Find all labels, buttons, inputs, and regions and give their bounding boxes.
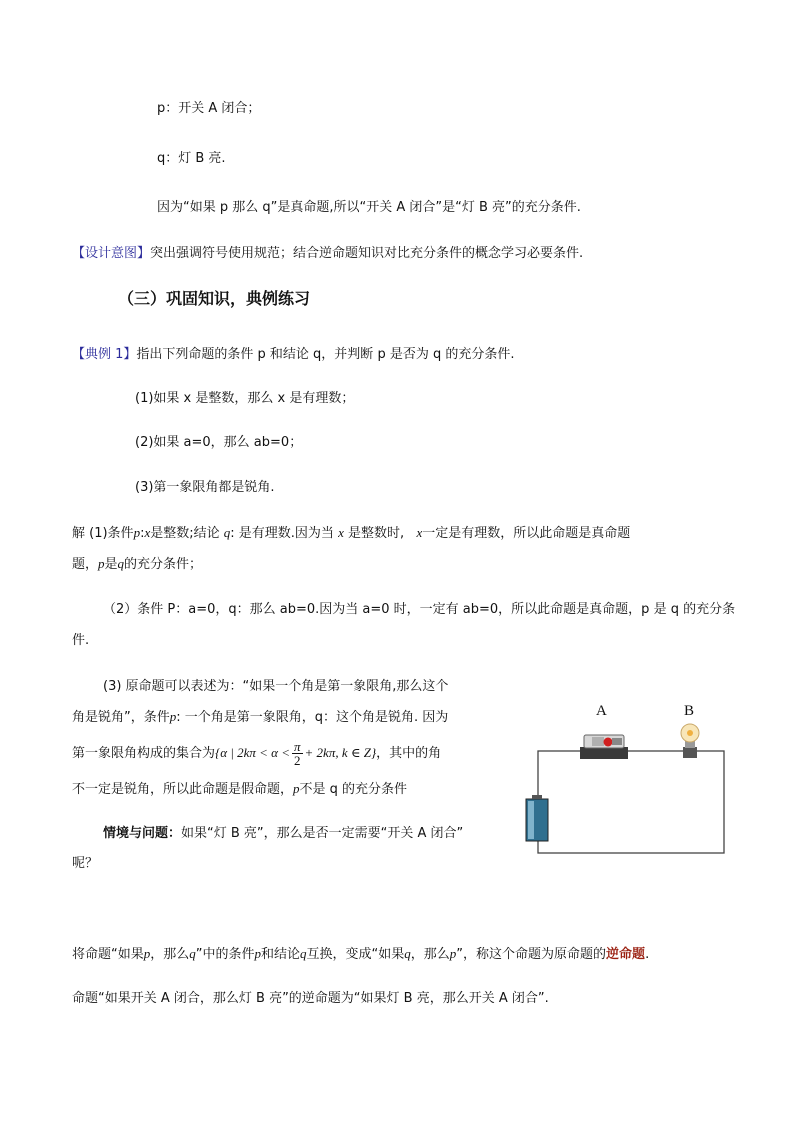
text-run: 和结论 <box>261 947 301 962</box>
text-run: 角是锐角”，条件 <box>72 710 170 725</box>
text-run: 解 (1)条件 <box>72 526 134 541</box>
text-run: 的充分条件； <box>124 557 203 572</box>
label-a: A <box>596 703 607 719</box>
text-run: 不是 q 的充分条件 <box>299 782 408 797</box>
example1-item-3: (3)第一象限角都是锐角. <box>135 480 275 495</box>
var-q: q <box>300 946 307 961</box>
design-intent <box>72 245 583 263</box>
label-b: B <box>684 703 695 719</box>
text-run: ，其中的角 <box>376 746 442 761</box>
solution-3-line-3 <box>72 740 441 767</box>
solution-2-line-2: 件. <box>72 633 90 648</box>
text-run: ”，称这个命题为原命题的 <box>456 947 607 962</box>
var-p: p <box>143 946 151 961</box>
text-run: 将命题“如果 <box>72 947 144 962</box>
text-run: ，那么 <box>410 947 450 962</box>
design-intent-tag: 【设计意图】 <box>72 246 151 261</box>
example1-item-2: (2)如果 a=0，那么 ab=0； <box>135 435 303 450</box>
battery-icon <box>526 795 548 841</box>
set-notation-right: + 2kπ, k ∈ Z} <box>304 745 377 760</box>
converse-term: 逆命题 <box>606 947 646 962</box>
var-p: p <box>293 781 300 796</box>
design-intent-text: 突出强调符号使用规范；结合逆命题知识对比充分条件的概念学习必要条件. <box>150 246 584 261</box>
example1-prompt <box>72 346 514 364</box>
p-definition: p：开关 A 闭合； <box>157 101 261 116</box>
section-title: （三）巩固知识，典例练习 <box>118 289 311 308</box>
converse-line-2: 命题“如果开关 A 闭合，那么灯 B 亮”的逆命题为“如果灯 B 亮，那么开关 A 闭合”. <box>72 991 549 1006</box>
var-x: x <box>144 525 151 540</box>
var-p: p <box>133 525 141 540</box>
fraction-denominator: 2 <box>294 753 301 768</box>
text-run: 是整数;结论 <box>150 526 220 541</box>
solution-2-line-1: （2）条件 P：a=0，q：那么 ab=0.因为当 a=0 时，一定有 ab=0，所以此命题是真命题，p 是 q 的充分条 <box>103 602 736 617</box>
var-p: p <box>98 556 105 571</box>
q-definition: q：灯 B 亮. <box>157 151 226 166</box>
because-line: 因为“如果 p 那么 q”是真命题,所以“开关 A 闭合”是“灯 B 亮”的充分条件. <box>157 200 581 215</box>
text-run: 是 <box>104 557 118 572</box>
circuit-diagram <box>500 695 740 865</box>
text-run: 不一定是锐角，所以此命题是假命题， <box>72 782 294 797</box>
example1-text: 指出下列命题的条件 p 和结论 q，并判断 p 是否为 q 的充分条件. <box>136 347 515 362</box>
text-run: : 是有理数.因为当 <box>230 526 334 541</box>
text-run: : 一个角是第一象限角，q：这个角是锐角. 因为 <box>176 710 449 725</box>
question-text: 如果“灯 B 亮”，那么是否一定需要“开关 A 闭合” <box>181 826 464 841</box>
solution-3-line-1: (3) 原命题可以表述为：“如果一个角是第一象限角,那么这个 <box>103 679 449 694</box>
bulb-b-icon <box>681 724 699 758</box>
text-run: ”中的条件 <box>195 947 255 962</box>
text-run: 互换，变成“如果 <box>306 947 405 962</box>
set-notation-left: {α | 2kπ < α < <box>215 745 291 760</box>
circuit-wire <box>538 751 724 853</box>
solution-1-line-2 <box>72 555 202 574</box>
var-q: q <box>223 525 231 540</box>
text-run: . <box>645 947 650 962</box>
solution-1-line-1 <box>72 524 630 543</box>
example1-item-1: (1)如果 x 是整数，那么 x 是有理数； <box>135 391 355 406</box>
switch-a-icon <box>580 735 628 759</box>
question-label: 情境与问题： <box>103 826 182 841</box>
solution-3-line-2 <box>72 708 448 727</box>
converse-line-1 <box>72 945 649 964</box>
var-q: q <box>189 946 196 961</box>
text-run: 一定是有理数，所以此命题是真命题 <box>422 526 631 541</box>
pi-over-2-fraction <box>292 740 303 767</box>
var-p: p <box>449 946 457 961</box>
text-run: 题， <box>72 557 99 572</box>
text-run: : <box>140 526 145 541</box>
var-p: p <box>169 709 177 724</box>
var-q: q <box>404 946 411 961</box>
var-q: q <box>117 556 125 571</box>
fraction-numerator: π <box>294 739 301 754</box>
var-x: x <box>338 525 344 540</box>
var-x: x <box>416 525 423 540</box>
var-p: p <box>254 946 262 961</box>
question-line-1 <box>103 825 463 843</box>
text-run: 是整数时, <box>343 526 405 541</box>
text-run: 第一象限角构成的集合为 <box>72 746 216 761</box>
question-line-2: 呢？ <box>72 856 99 871</box>
text-run: ，那么 <box>150 947 190 962</box>
example1-tag: 【典例 1】 <box>72 347 137 362</box>
solution-3-line-4 <box>72 780 407 799</box>
